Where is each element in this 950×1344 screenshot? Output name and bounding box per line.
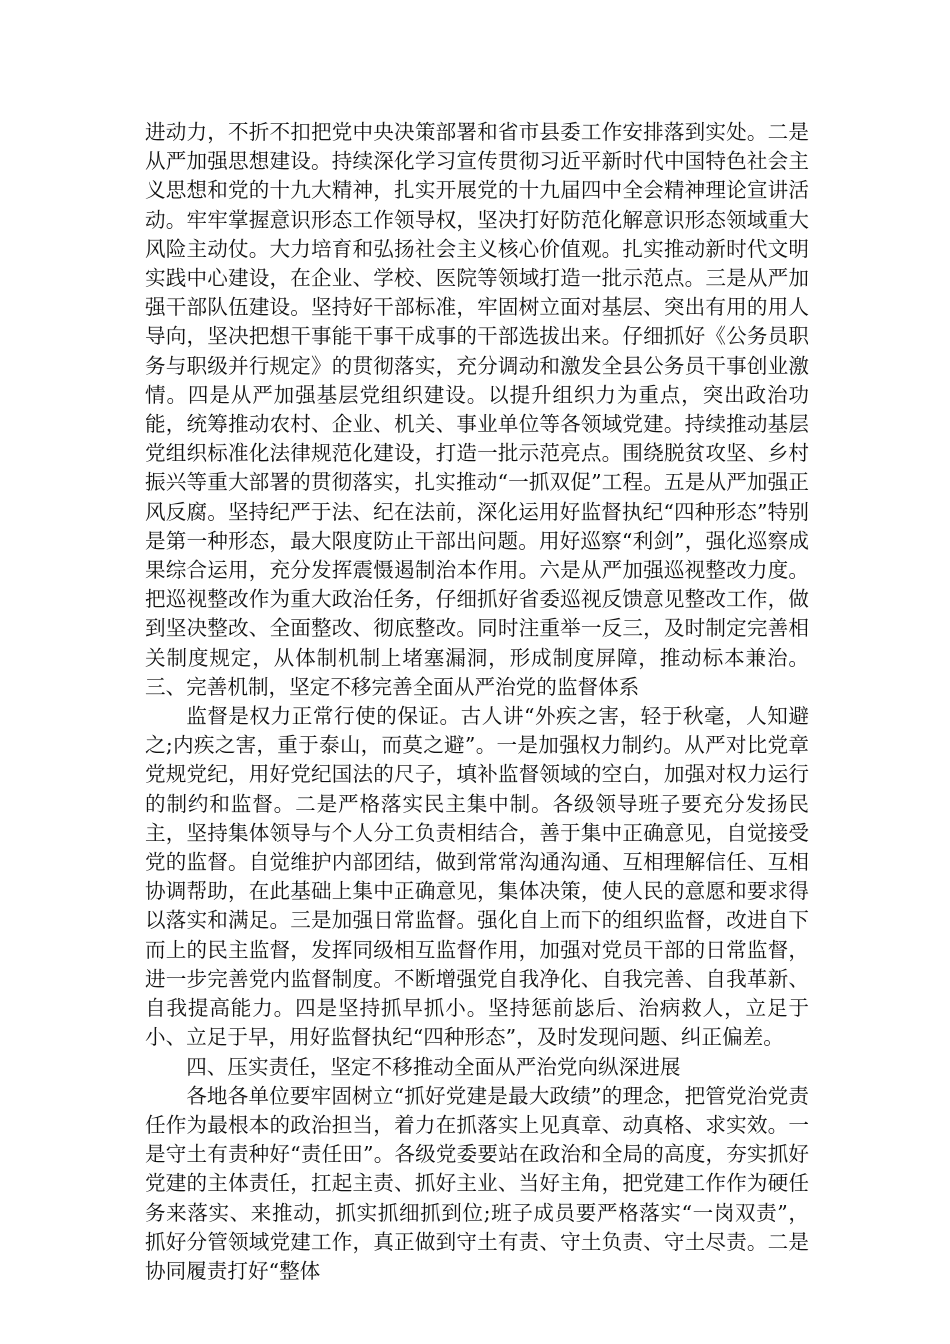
document-body [145,118,809,1286]
section-heading-responsibility: 四、压实责任，坚定不移推动全面从严治党向纵深进展 [186,1054,681,1079]
paragraph-continuation: 进动力，不折不扣把党中央决策部署和省市县委工作安排落到实处。二是从严加强思想建设。持续深化学习宣传贯彻习近平新时代中国特色社会主义思想和党的十九大精神，扎实开展党的十九届四中全会精神理论宣讲活动。牢牢掌握意识形态工作领导权，坚决打好防范化解意识形态领域重大风险主动仗。大力培育和弘扬社会主义核心价值观。扎实推动新时代文明实践中心建设，在企业、学校、医院等领域打造一批示范点。三是从严加强干部队伍建设。坚持好干部标准，牢固树立面对基层、突出有用的用人导向，坚决把想干事能干事干成事的干部选拔出来。仔细抓好《公务员职务与职级并行规定》的贯彻落实，充分调动和激发全县公务员干事创业激情。四是从严加强基层党组织建设。以提升组织力为重点，突出政治功能，统筹推动农村、企业、机关、事业单位等各领域党建。持续推动基层党组织标准化法律规范化建设，打造一批示范亮点。围绕脱贫攻坚、乡村振兴等重大部署的贯彻落实，扎实推动“一抓双促”工程。五是从严加强正风反腐。坚持纪严于法、纪在法前，深化运用好监督执纪“四种形态”特别是第一种形态，最大限度防止干部出问题。用好巡察“利剑”，强化巡察成果综合运用，充分发挥震慑遏制治本作用。六是从严加强巡视整改力度。把巡视整改作为重大政治任务，仔细抓好省委巡视反馈意见整改工作，做到坚决整改、全面整改、彻底整改。同时注重举一反三，及时制定完善相关制度规定，从体制机制上堵塞漏洞，形成制度屏障，推动标本兼治。三、完善机制，坚定不移完善全面从严治党的监督体系 [145,120,809,699]
paragraph-responsibility: 各地各单位要牢固树立“抓好党建是最大政绩”的理念，把管党治党责任作为最根本的政治担当，着力在抓落实上见真章、动真格、求实效。一是守土有责种好“责任田”。各级党委要站在政治和全局的高度，夯实抓好党建的主体责任，扛起主责、抓好主业、当好主角，把党建工作作为硬任务来落实、来推动，抓实抓细抓到位;班子成员要严格落实“一岗双责”，抓好分管领域党建工作，真正做到守土有责、守土负责、守土尽责。二是协同履责打好“整体 [145,1083,809,1283]
paragraph-supervision: 监督是权力正常行使的保证。古人讲“外疾之害，轻于秋毫，人知避之;内疾之害，重于泰山，而莫之避”。一是加强权力制约。从严对比党章党规党纪，用好党纪国法的尺子，填补监督领域的空白，加强对权力运行的制约和监督。二是严格落实民主集中制。各级领导班子要充分发扬民主，坚持集体领导与个人分工负责相结合，善于集中正确意见，自觉接受党的监督。自觉维护内部团结，做到常常沟通沟通、互相理解信任、互相协调帮助，在此基础上集中正确意见，集体决策，使人民的意愿和要求得以落实和满足。三是加强日常监督。强化自上而下的组织监督，改进自下而上的民主监督，发挥同级相互监督作用，加强对党员干部的日常监督，进一步完善党内监督制度。不断增强党自我净化、自我完善、自我革新、自我提高能力。四是坚持抓早抓小。坚持惩前毖后、治病救人，立足于小、立足于早，用好监督执纪“四种形态”，及时发现问题、纠正偏差。 [145,704,809,1050]
